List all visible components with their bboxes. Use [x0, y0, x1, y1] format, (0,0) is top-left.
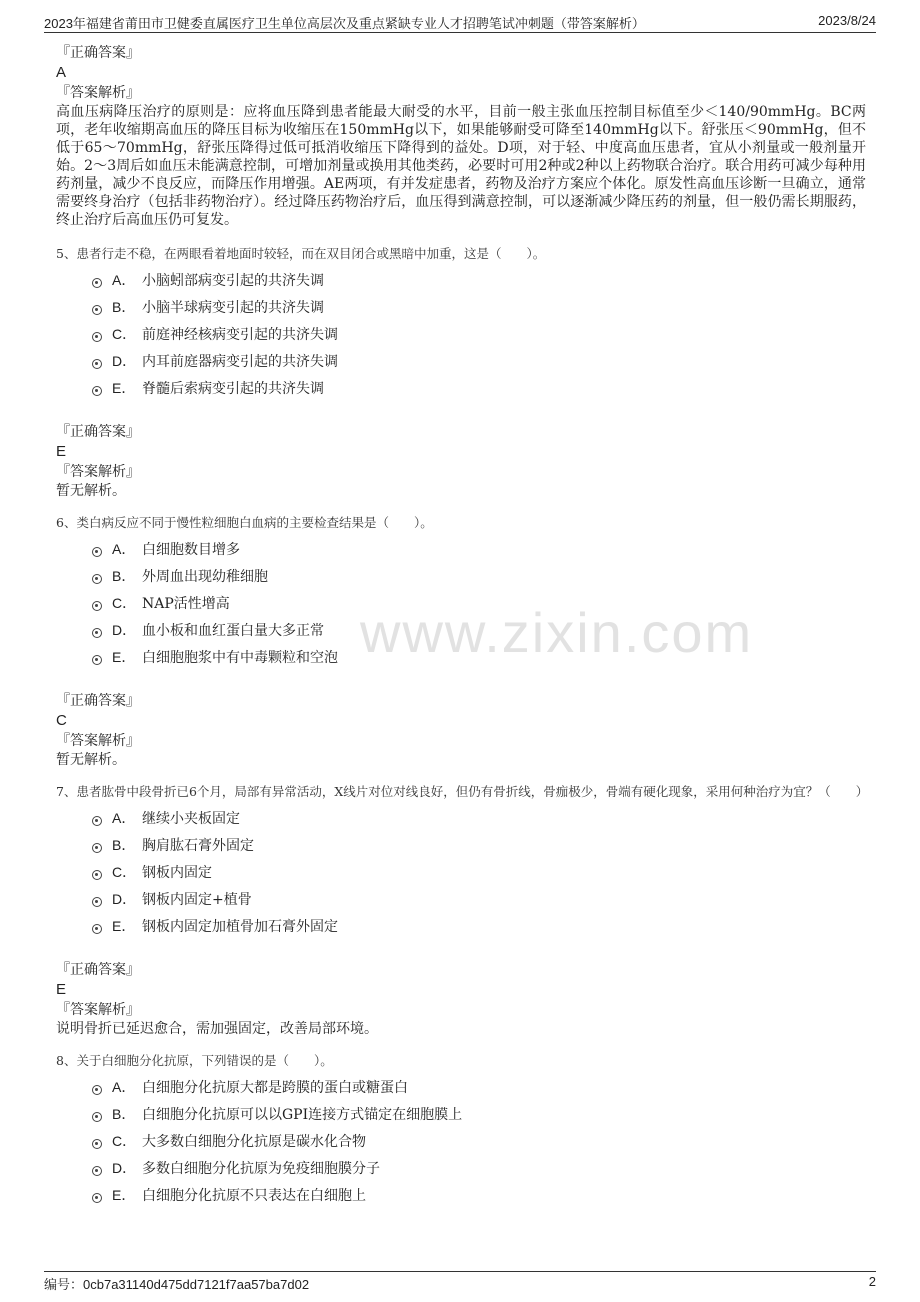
option-letter: B． [112, 836, 136, 853]
correct-answer-label: 『正确答案』 [56, 424, 140, 440]
option-c[interactable] [92, 858, 866, 885]
correct-answer-label: 『正确答案』 [56, 45, 140, 61]
option-text: 多数白细胞分化抗原为免疫细胞膜分子 [142, 1160, 380, 1177]
option-letter: E． [112, 379, 136, 396]
option-text: 前庭神经核病变引起的共济失调 [142, 326, 338, 343]
option-letter: D． [112, 352, 137, 369]
page-footer [44, 1271, 876, 1292]
option-letter: E． [112, 917, 136, 934]
option-a[interactable] [92, 804, 866, 831]
option-text: 大多数白细胞分化抗原是碳水化合物 [142, 1133, 366, 1150]
correct-answer-value: E [56, 443, 67, 460]
option-text: 胸肩肱石膏外固定 [142, 837, 254, 854]
analysis-label: 『答案解析』 [56, 1002, 140, 1018]
option-d[interactable] [92, 616, 866, 643]
option-text: 钢板内固定 [142, 864, 212, 881]
radio-icon[interactable] [92, 924, 102, 934]
option-letter: A． [112, 809, 136, 826]
option-letter: C． [112, 594, 137, 611]
option-a[interactable] [92, 266, 866, 293]
option-letter: D． [112, 890, 137, 907]
option-text: 白细胞数目增多 [142, 541, 240, 558]
option-letter: E． [112, 648, 136, 665]
radio-icon[interactable] [92, 816, 102, 826]
option-c[interactable] [92, 589, 866, 616]
page-number: 2 [868, 1274, 876, 1289]
option-letter: D． [112, 1159, 137, 1176]
document-date: 2023/8/24 [818, 13, 876, 28]
correct-answer-label: 『正确答案』 [56, 962, 140, 978]
radio-icon[interactable] [92, 278, 102, 288]
analysis-text: 暂无解析。 [56, 483, 126, 499]
correct-answer-value: A [56, 64, 67, 81]
option-text: 小脑半球病变引起的共济失调 [142, 299, 324, 316]
option-text: 血小板和血红蛋白量大多正常 [142, 622, 324, 639]
analysis-text: 说明骨折已延迟愈合，需加强固定，改善局部环境。 [56, 1021, 378, 1037]
option-a[interactable] [92, 1073, 866, 1100]
question-8-options [92, 1073, 866, 1208]
radio-icon[interactable] [92, 386, 102, 396]
option-letter: E． [112, 1186, 136, 1203]
option-c[interactable] [92, 1127, 866, 1154]
option-b[interactable] [92, 831, 866, 858]
document-title: 2023年福建省莆田市卫健委直属医疗卫生单位高层次及重点紧缺专业人才招聘笔试冲刺题（带答案解析） [44, 16, 645, 31]
option-letter: B． [112, 567, 136, 584]
question-6-text: 6、类白病反应不同于慢性粒细胞白血病的主要检查结果是（ ）。 [56, 515, 433, 530]
option-a[interactable] [92, 535, 866, 562]
question-6-options [92, 535, 866, 670]
option-letter: B． [112, 1105, 136, 1122]
option-text: 脊髓后索病变引起的共济失调 [142, 380, 324, 397]
radio-icon[interactable] [92, 843, 102, 853]
correct-answer-label: 『正确答案』 [56, 693, 140, 709]
option-letter: C． [112, 1132, 137, 1149]
radio-icon[interactable] [92, 628, 102, 638]
option-letter: B． [112, 298, 136, 315]
analysis-label: 『答案解析』 [56, 733, 140, 749]
analysis-label: 『答案解析』 [56, 464, 140, 480]
question-7-options [92, 804, 866, 939]
option-text: 白细胞胞浆中有中毒颗粒和空泡 [142, 649, 338, 666]
analysis-text: 高血压病降压治疗的原则是：应将血压降到患者能最大耐受的水平，目前一般主张血压控制目标值至少＜140/90mmHg。BC两项，老年收缩期高血压的降压目标为收缩压在150mmHg以下，如果能够耐受可降至140mmHg以下。舒张压＜90mmHg，但不低于65～70mmHg，舒张压降得过低可抵消收缩压下降得到的益处。D项，对于轻、中度高血压患者，宜从小剂量或一般剂量开始。2～3周后如血压未能满意控制，可增加剂量或换用其他类药，必要时可用2种或2种以上药物联合治疗。联合用药可减少每种用药剂量，减少不良反应，而降压作用增强。AE两项，有并发症患者，药物及治疗方案应个体化。原发性高血压诊断一旦确立，通常需要终身治疗（包括非药物治疗）。经过降压药物治疗后，血压得到满意控制，可以逐渐减少降压药的剂量，但一般仍需长期服药，终止治疗后高血压仍可复发。 [56, 104, 866, 228]
question-5-options [92, 266, 866, 401]
option-e[interactable] [92, 1181, 866, 1208]
option-text: 小脑蚓部病变引起的共济失调 [142, 272, 324, 289]
option-letter: A． [112, 540, 136, 557]
radio-icon[interactable] [92, 897, 102, 907]
radio-icon[interactable] [92, 1085, 102, 1095]
option-b[interactable] [92, 293, 866, 320]
page-header [44, 12, 876, 33]
radio-icon[interactable] [92, 601, 102, 611]
option-text: 外周血出现幼稚细胞 [142, 568, 268, 585]
radio-icon[interactable] [92, 1112, 102, 1122]
option-text: 钢板内固定+植骨 [142, 891, 252, 908]
option-b[interactable] [92, 562, 866, 589]
option-e[interactable] [92, 643, 866, 670]
content [56, 44, 869, 1208]
option-text: 钢板内固定加植骨加石膏外固定 [142, 918, 338, 935]
option-text: 继续小夹板固定 [142, 810, 240, 827]
radio-icon[interactable] [92, 574, 102, 584]
option-text: 白细胞分化抗原可以以GPI连接方式锚定在细胞膜上 [142, 1106, 463, 1123]
analysis-text: 暂无解析。 [56, 752, 126, 768]
option-letter: D． [112, 621, 137, 638]
option-e[interactable] [92, 374, 866, 401]
option-letter: A． [112, 1078, 136, 1095]
radio-icon[interactable] [92, 655, 102, 665]
option-text: 内耳前庭器病变引起的共济失调 [142, 353, 338, 370]
option-letter: C． [112, 325, 137, 342]
option-d[interactable] [92, 347, 866, 374]
question-7-text: 7、患者肱骨中段骨折已6个月，局部有异常活动，X线片对位对线良好，但仍有骨折线，骨痂极少，骨端有硬化现象，采用何种治疗为宜？（ ） [56, 784, 869, 799]
question-8-text: 8、关于白细胞分化抗原，下列错误的是（ ）。 [56, 1053, 333, 1068]
question-5-text: 5、患者行走不稳，在两眼看着地面时较轻，而在双目闭合或黑暗中加重，这是（ ）。 [56, 246, 546, 261]
document-code: 编号：0cb7a31140d475dd7121f7aa57ba7d02 [44, 1277, 310, 1292]
radio-icon[interactable] [92, 332, 102, 342]
option-c[interactable] [92, 320, 866, 347]
watermark: www.zixin.com [360, 601, 754, 664]
option-letter: C． [112, 863, 137, 880]
option-text: 白细胞分化抗原大都是跨膜的蛋白或糖蛋白 [142, 1079, 408, 1096]
option-text: NAP活性增高 [142, 595, 230, 612]
correct-answer-value: C [56, 712, 67, 729]
radio-icon[interactable] [92, 1193, 102, 1203]
radio-icon[interactable] [92, 1139, 102, 1149]
radio-icon[interactable] [92, 547, 102, 557]
radio-icon[interactable] [92, 870, 102, 880]
radio-icon[interactable] [92, 359, 102, 369]
option-d[interactable] [92, 885, 866, 912]
radio-icon[interactable] [92, 305, 102, 315]
radio-icon[interactable] [92, 1166, 102, 1176]
analysis-label: 『答案解析』 [56, 85, 140, 101]
option-d[interactable] [92, 1154, 866, 1181]
option-text: 白细胞分化抗原不只表达在白细胞上 [142, 1187, 366, 1204]
option-e[interactable] [92, 912, 866, 939]
option-b[interactable] [92, 1100, 866, 1127]
option-letter: A． [112, 271, 136, 288]
correct-answer-value: E [56, 981, 67, 998]
